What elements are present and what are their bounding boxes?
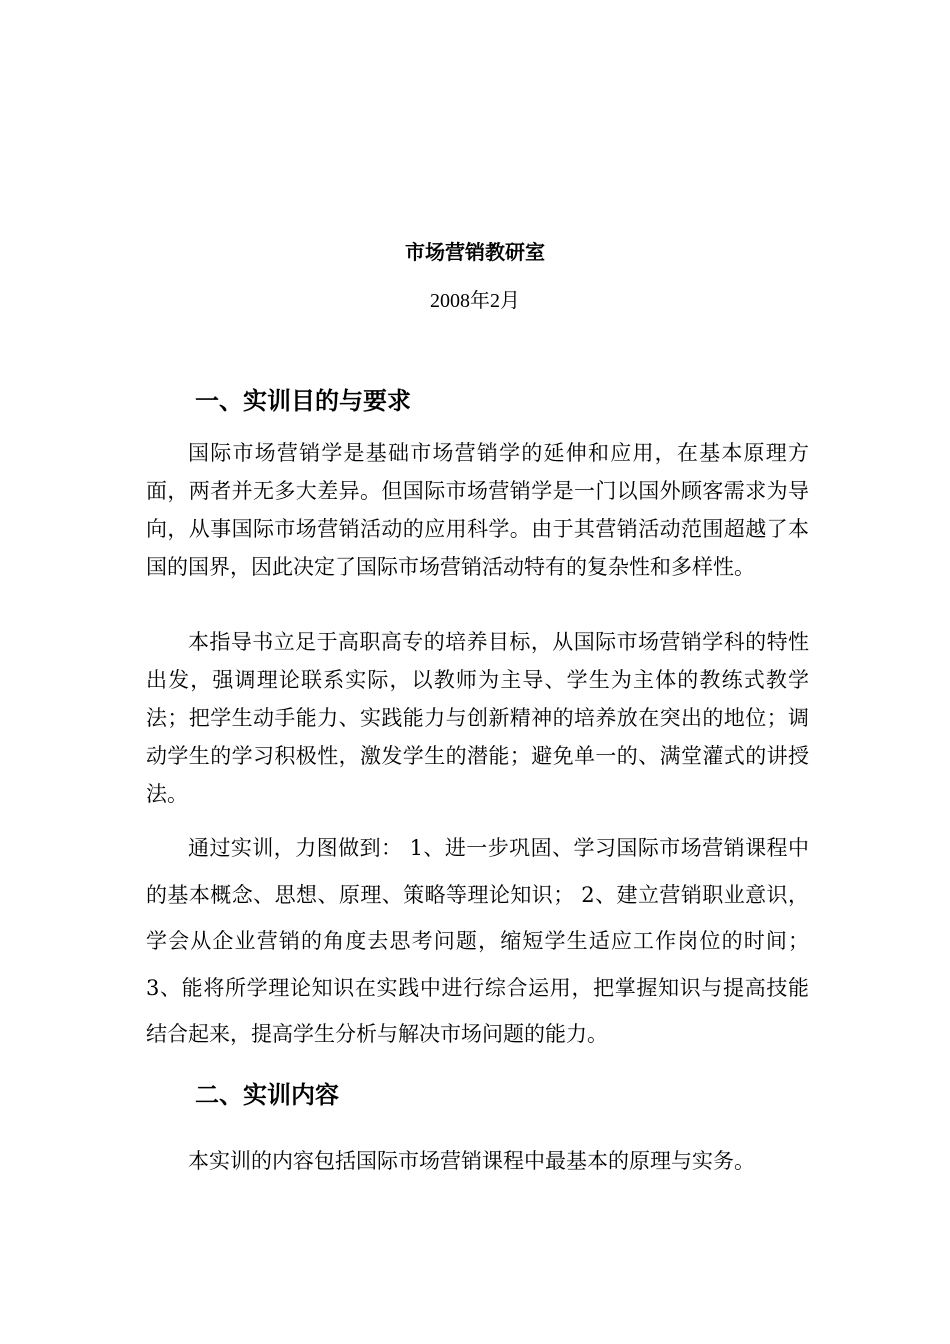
paragraph: 本指导书立足于高职高专的培养目标，从国际市场营销学科的特性出发，强调理论联系实际，以教师为主导、学生为主体的教练式教学法；把学生动手能力、实践能力与创新精神的培养放在突出的地位；调动学生的学习积极性，激发学生的潜能；避免单一的、满堂灌式的讲授法。 — [146, 630, 809, 806]
paragraph: 本实训的内容包括国际市场营销课程中最基本的原理与实务。 — [188, 1149, 755, 1173]
department-title: 市场营销教研室 — [405, 240, 545, 264]
paragraph: 通过实训，力图做到： 1、进一步巩固、学习国际市场营销课程中的基本概念、思想、原理、策略等理论知识； 2、建立营销职业意识，学会从企业营销的角度去思考问题，缩短学生适应工作岗位的时间；3、能将所学理论知识在实践中进行综合运用，把掌握知识与提高技能结合起来，提高学生分析与解决市场问题的能力。 — [146, 836, 809, 1046]
section-heading-content: 二、实训内容 — [195, 1080, 339, 1109]
paragraph: 国际市场营销学是基础市场营销学的延伸和应用，在基本原理方面，两者并无多大差异。但国际市场营销学是一门以国外顾客需求为导向，从事国际市场营销活动的应用科学。由于其营销活动范围超越了本国的国界，因此决定了国际市场营销活动特有的复杂性和多样性。 — [146, 441, 809, 579]
document-date: 2008年2月 — [430, 290, 520, 312]
section-heading-objectives: 一、实训目的与要求 — [195, 386, 411, 415]
